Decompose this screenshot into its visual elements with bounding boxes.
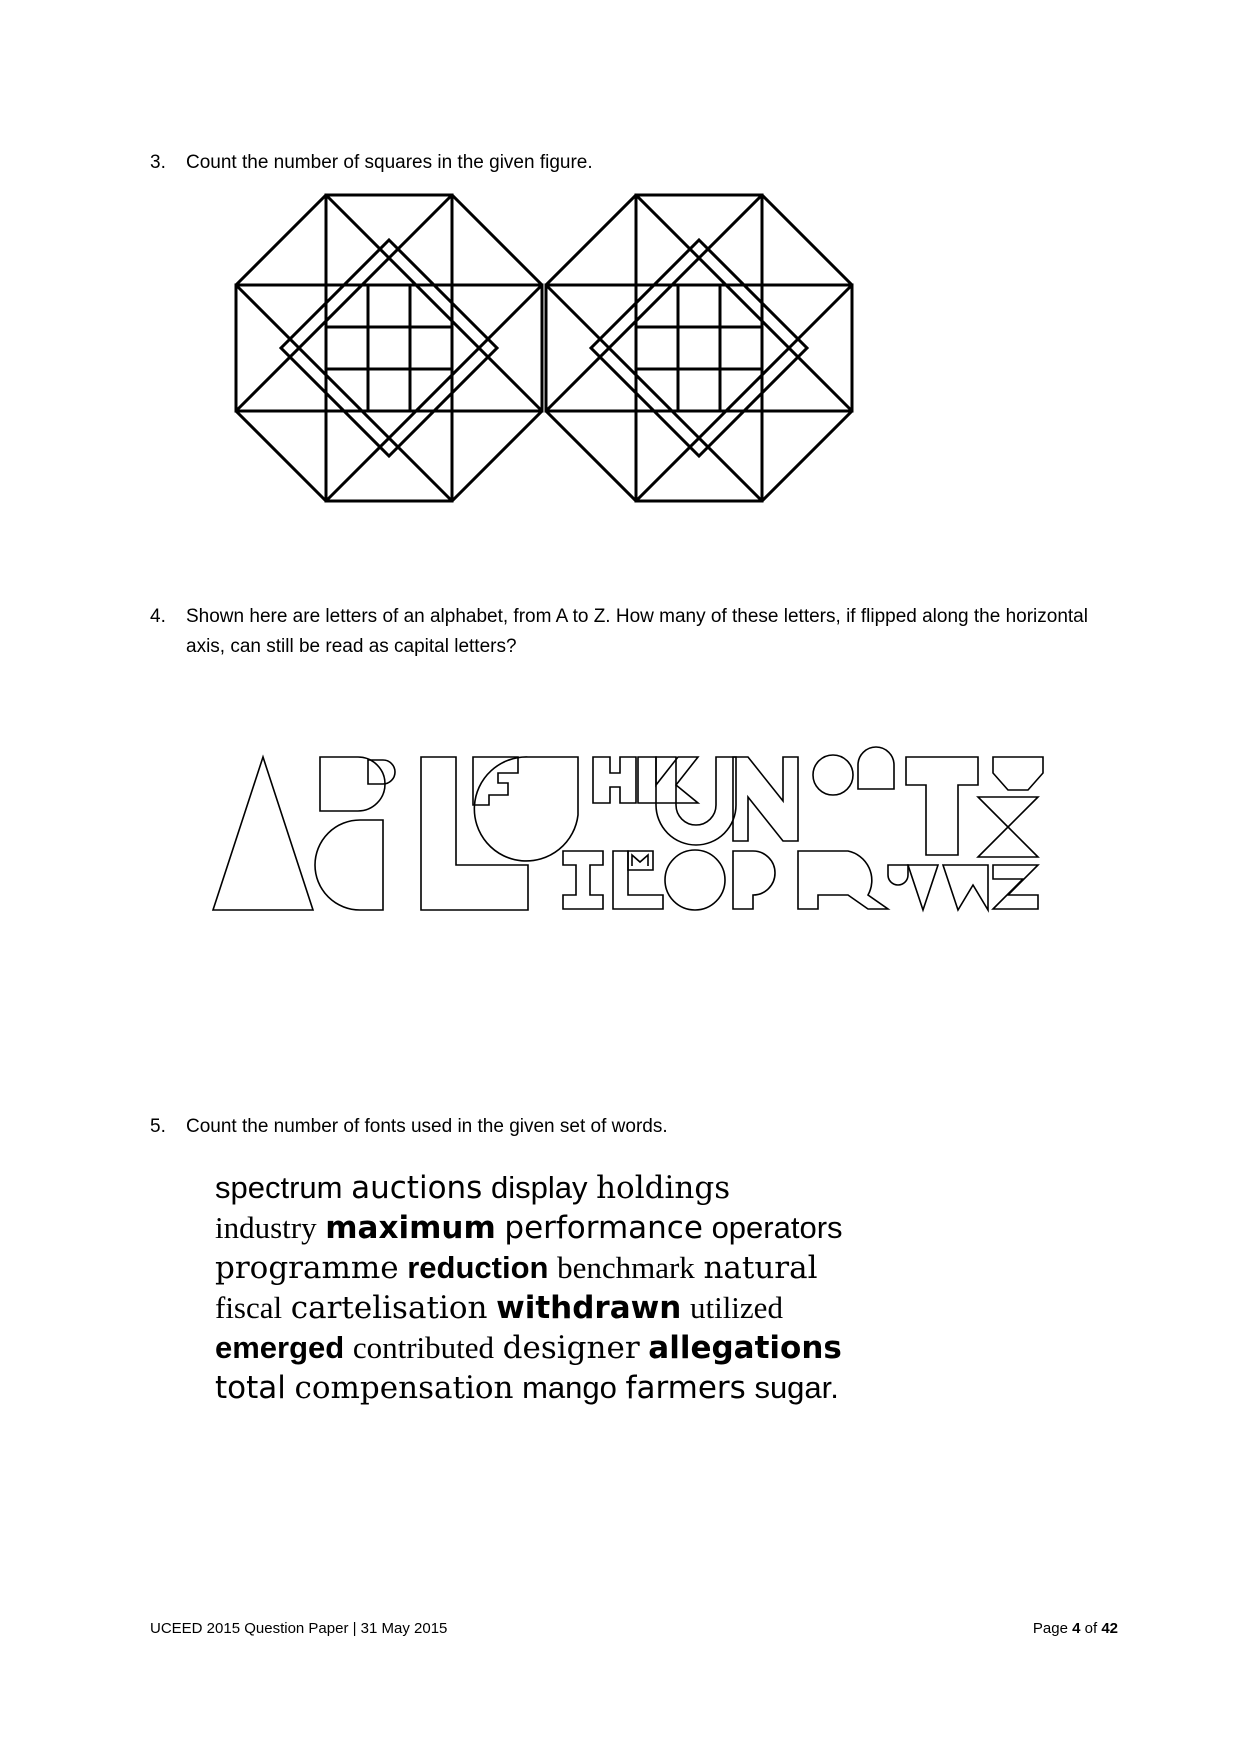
word: withdrawn [496,1290,682,1326]
word: operators [711,1210,843,1245]
word: cartelisation [290,1290,488,1326]
word: benchmark [557,1250,695,1285]
page-total: 42 [1101,1620,1118,1637]
word-line-3 [215,1248,843,1288]
word: compensation [294,1370,514,1406]
word: sugar. [754,1370,839,1405]
word: natural [703,1250,818,1286]
question-number: 3. [150,152,166,173]
word: emerged [215,1330,345,1365]
word: designer [502,1330,640,1366]
word: reduction [407,1250,549,1285]
font-word-sample [215,1168,843,1408]
word: total [215,1370,286,1406]
word-line-4 [215,1288,843,1328]
word: auctions [351,1170,483,1206]
word: programme [215,1250,399,1286]
page-label: Page [1032,1620,1068,1637]
word: farmers [625,1370,746,1406]
geometric-alphabet-figure [208,745,1138,925]
word: contributed [352,1330,495,1365]
octagon-right [546,195,852,501]
footer-document-info: UCEED 2015 Question Paper | 31 May 2015 [150,1620,448,1637]
word: allegations [648,1330,842,1366]
footer-page-number [1033,1620,1118,1637]
word: holdings [596,1170,731,1206]
word-line-6 [215,1368,843,1408]
word-line-2 [215,1208,843,1248]
word: display [490,1170,588,1205]
page-of-label: of [1084,1620,1098,1637]
word-line-5 [215,1328,843,1368]
octagon-squares-figure [232,190,872,510]
word: spectrum [215,1170,343,1205]
question-text: Count the number of fonts used in the given set of words. [186,1116,668,1137]
word: maximum [325,1210,496,1246]
word: mango [522,1370,617,1405]
question-number: 4. [150,606,166,627]
word: utilized [689,1290,783,1325]
question-text: Count the number of squares in the given figure. [186,152,593,173]
word: industry [215,1210,317,1245]
word: fiscal [215,1290,283,1325]
page-current: 4 [1072,1620,1081,1637]
word-line-1 [215,1168,843,1208]
question-text: Shown here are letters of an alphabet, from A to Z. How many of these letters, if flipped along the horizontal axis, can still be read as capital letters? [186,606,1088,657]
question-number: 5. [150,1116,166,1137]
word: performance [504,1210,703,1246]
